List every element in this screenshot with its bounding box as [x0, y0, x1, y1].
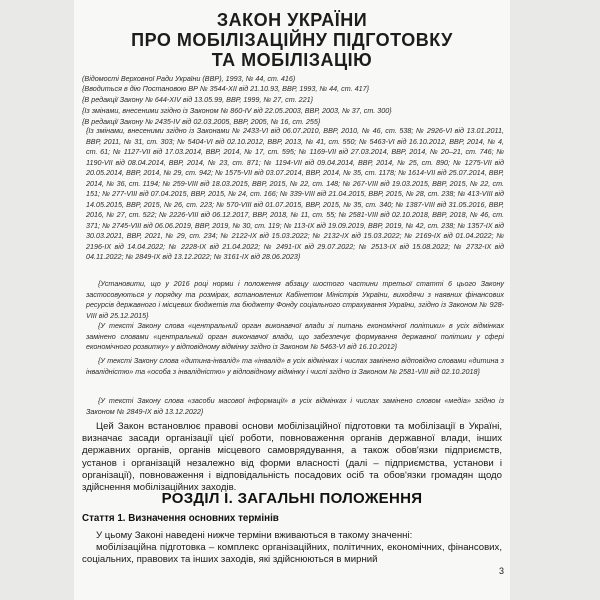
article-heading: Стаття 1. Визначення основних термінів — [82, 513, 279, 524]
article-paragraph-2: мобілізаційна підготовка – комплекс організаційних, політичних, економічних, фінансових, соціальних, правових та інших заходів, які здійснюються в мирний — [82, 542, 502, 566]
law-title-line-2: ПРО МОБІЛІЗАЦІЙНУ ПІДГОТОВКУ — [131, 30, 453, 50]
preamble-paragraph: Цей Закон встановлює правові основи мобілізаційної підготовки та мобілізації в Україні, визначає засади організації цієї роботи, повноваження органів державної влади, інших державних органів, органів місцевого самоврядування, а також обов'язки підприємств, установ і організацій незалежно від форми власності (далі – підприємства, установи і організації), повноваження і відповідальність посадових осіб та обов'язки громадян щодо здійснення мобілізаційних заходів. — [82, 421, 502, 494]
enactment-note: {Вводиться в дію Постановою ВР № 3544-XII від 21.10.93, ВВР, 1993, № 44, ст. 417} — [82, 84, 370, 93]
vedomosti-reference: (Відомості Верховної Ради України (ВВР), 1993, № 44, ст. 416) — [82, 74, 296, 83]
document-page — [74, 0, 510, 600]
amendments-list: {Із змінами, внесеними згідно із Законами № 2433-VI від 06.07.2010, ВВР, 2010, № 46, ст. 538; № 2926-VI від 13.01.2011, ВВР, 2011, № 31, ст. 303; № 5404-VI від 02.10.2012, ВВР, 2013, № 41, ст. 550; № 5463-VI від 16.10.2012, ВВР, 2014, № 4, ст. 61; № 1127-VII від 17.03.2014, ВВР, 2014, № 17, ст. 595; № 1169-VII від 27.03.2014, ВВР, 2014, № 20–21, ст. 746; № 1190-VII від 08.04.2014, ВВР, 2014, № 23, ст. 871; № 1194-VII від 09.04.2014, ВВР, 2014, № 25, ст. 890; № 1275-VII від 20.05.2014, ВВР, 2014, № 29, ст. 942; № 1575-VII від 03.07.2014, ВВР, 2014, № 35, ст. 1178; № 1614-VII від 25.07.2014, ВВР, 2014, № 36, ст. 1194; № 259-VIII від 18.03.2015, ВВР, 2015, № 22, ст. 148; № 267-VIII від 19.03.2015, ВВР, 2015, № 22, ст. 151; № 277-VIII від 07.04.2015, ВВР, 2015, № 24, ст. 166; № 339-VIII від 21.04.2015, ВВР, 2015, № 28, ст. 238; № 413-VIII від 14.05.2015, ВВР, 2015, № 26, ст. 223; № 570-VIII від 01.07.2015, ВВР, 2015, № 35, ст. 340; № 1387-VIII від 31.05.2016, ВВР, 2016, № 27, ст. 522; № 2226-VIII від 06.12.2017, ВВР, 2018, № 11, ст. 55; № 2581-VIII від 02.10.2018, ВВР, 2018, № 46, ст. 371; № 2745-VIII від 06.06.2019, ВВР, 2019, № 30, ст. 119; № 113-IX від 19.09.2019, ВВР, 2019, № 42, ст. 238; № 1357-IX від 30.03.2021, ВВР, 2021, № 29, ст. 234; № 2122-IX від 15.03.2022; № 2132-IX від 15.03.2022; № 2169-IX від 01.04.2022; № 2196-IX від 14.04.2022; № 2228-IX від 21.04.2022; № 2491-IX від 29.07.2022; № 2513-IX від 15.08.2022; № 2732-IX від 04.11.2022; № 2849-IX від 13.12.2022; № 3161-IX від 28.06.2023} — [86, 126, 504, 261]
article-paragraph-1: У цьому Законі наведені нижче терміни вживаються в такому значенні: — [96, 530, 413, 541]
law-title-line-1: ЗАКОН УКРАЇНИ — [216, 10, 368, 30]
law-title-line-3: ТА МОБІЛІЗАЦІЮ — [211, 50, 373, 70]
note-disability-wording: {У тексті Закону слова «дитина-інвалід» та «інвалід» в усіх відмінках і числах замінено відповідно словами «дитина з інвалідністю» та «особа з інвалідністю» у відповідному відмінку і числі згідно із Законом № 2581-VIII від 02.10.2018} — [86, 356, 504, 376]
note-economic-policy-wording: {У тексті Закону слова «центральний орган виконавчої влади зі питань економічної політики» в усіх відмінках замінено словами «центральний орган виконавчої влади, що забезпечує формування державної політики у сфері економічного розвитку» у відповідному відмінку згідно із Законом № 5463-VI від 16.10.2012} — [86, 321, 504, 351]
section-heading: РОЗДІЛ І. ЗАГАЛЬНІ ПОЛОЖЕННЯ — [161, 490, 423, 507]
note-2016-norms: {Установити, що у 2016 році норми і положення абзацу шостого частини третьої статті 6 цього Закону застосовуються у порядку та розмірах, встановлених Кабінетом Міністрів України, виходячи з наявних фінансових ресурсів державного і місцевих бюджетів та бюджету Фонду соціального страхування України, згідно із Законом № 928-VIII від 25.12.2015} — [86, 279, 504, 320]
note-media-wording: {У тексті Закону слова «засоби масової інформації» в усіх відмінках і числах замінено словом «медіа» згідно із Законом № 2849-IX від 13.12.2022} — [86, 396, 504, 416]
edition-note-2: {В редакції Закону № 2435-IV від 02.03.2005, ВВР, 2005, № 16, ст. 255} — [82, 117, 321, 126]
changes-note-1: {Із змінами, внесеними згідно із Законом № 860-IV від 22.05.2003, ВВР, 2003, № 37, ст. 300} — [82, 106, 392, 115]
page-number: 3 — [498, 566, 504, 576]
edition-note-1: {В редакції Закону № 644-XIV від 13.05.99, ВВР, 1999, № 27, ст. 221} — [82, 95, 314, 104]
